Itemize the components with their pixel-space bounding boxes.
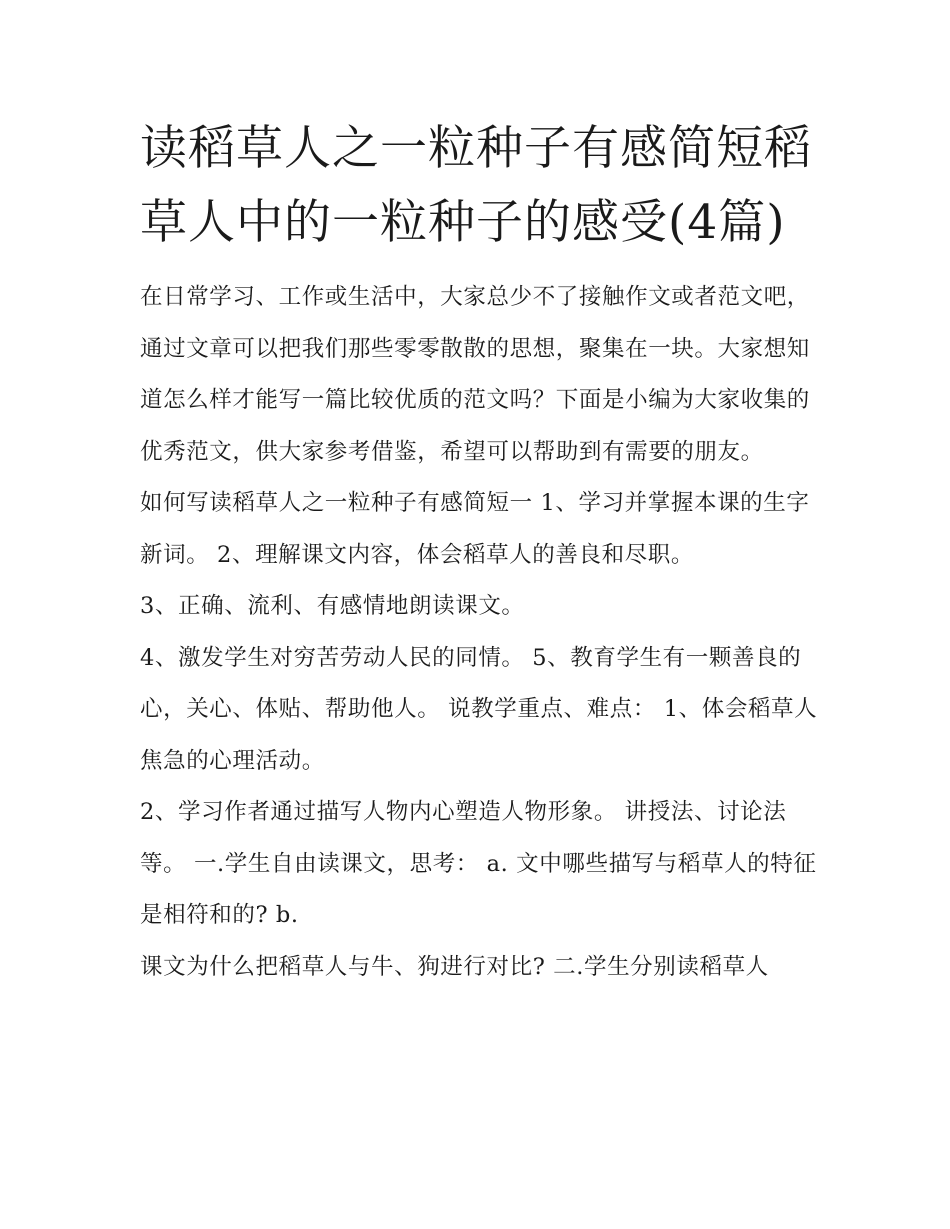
paragraph: 在日常学习、工作或生活中，大家总少不了接触作文或者范文吧，通过文章可以把我们那些零零散散的思想，聚集在一块。大家想知道怎么样才能写一篇比较优质的范文吗？下面是小编为大家收集的优秀范文，供大家参考借鉴，希望可以帮助到有需要的朋友。: [140, 284, 810, 465]
paragraph: 如何写读稻草人之一粒种子有感简短一 1、学习并掌握本课的生字新词。 2、理解课文内容，体会稻草人的善良和尽职。: [140, 490, 810, 568]
paragraph: 3、正确、流利、有感情地朗读课文。: [140, 593, 525, 619]
document-page: [140, 0, 820, 993]
document-title: 读稻草人之一粒种子有感简短稻草人中的一粒种子的感受(4篇): [140, 121, 812, 250]
paragraph: 课文为什么把稻草人与牛、狗进行对比? 二.学生分别读稻草人: [140, 953, 769, 980]
paragraph: 4、激发学生对穷苦劳动人民的同情。 5、教育学生有一颗善良的心，关心、体贴、帮助他人。 说教学重点、难点： 1、体会稻草人焦急的心理活动。: [140, 644, 818, 774]
paragraph: 2、学习作者通过描写人物内心塑造人物形象。 讲授法、讨论法等。 一.学生自由读课文，思考： a. 文中哪些描写与稻草人的特征是相符和的? b.: [140, 799, 817, 928]
document-body: [140, 272, 820, 993]
